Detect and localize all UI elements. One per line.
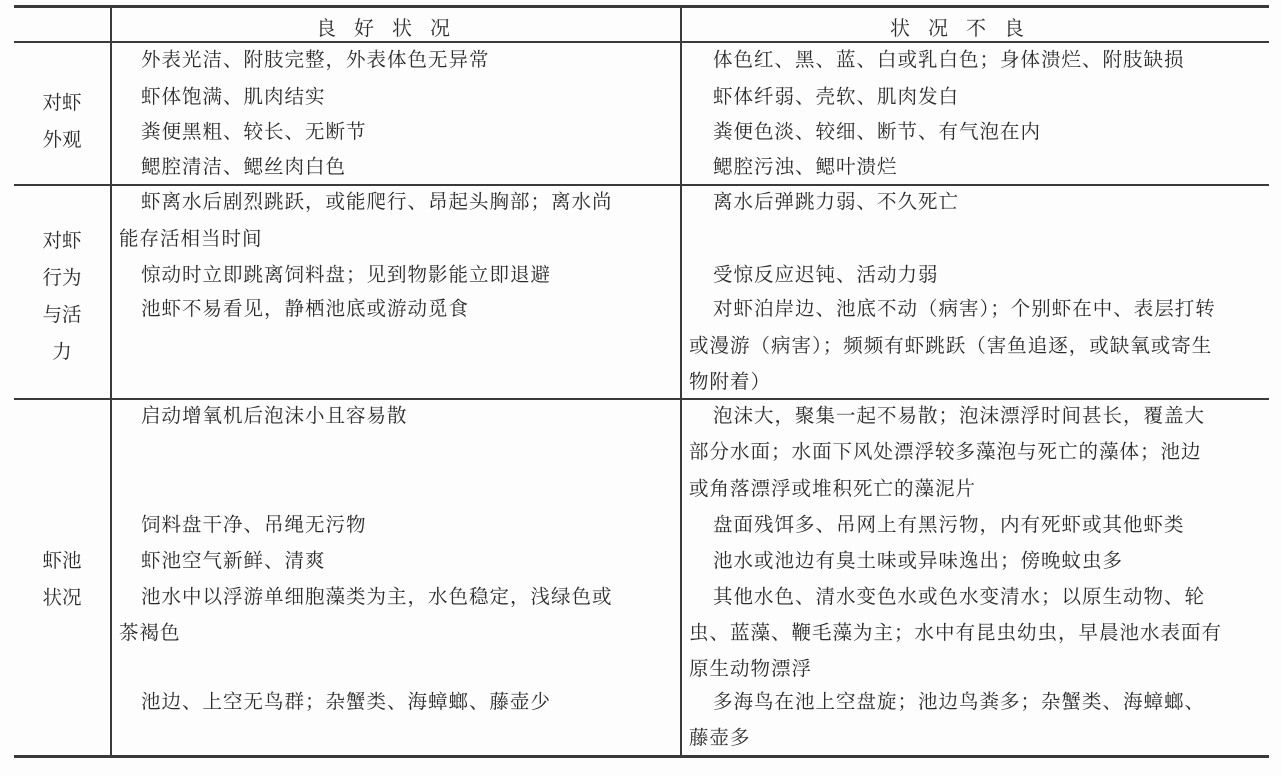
good-item: 启动增氧机后泡沫小且容易散 — [141, 404, 408, 427]
good-item: 虾体饱满、肌肉结实 — [141, 85, 326, 108]
good-item: 池边、上空无鸟群；杂蟹类、海蟑螂、藤壶少 — [141, 690, 552, 713]
good-item: 外表光洁、附肢完整，外表体色无异常 — [141, 48, 490, 71]
good-item: 虾池空气新鲜、清爽 — [141, 549, 326, 572]
header-bad: 状况不良 — [890, 16, 1042, 40]
bad-item: 其他水色、清水变色水或色水变清水；以原生动物、轮 — [713, 585, 1206, 608]
bad-item: 泡沫大，聚集一起不易散；泡沫漂浮时间甚长，覆盖大 — [713, 404, 1206, 427]
good-item: 饲料盘干净、吊绳无污物 — [141, 513, 367, 536]
column-divider — [680, 6, 682, 757]
table-bottom-rule — [14, 755, 1269, 758]
bad-item: 对虾泊岸边、池底不动（病害）；个别虾在中、表层打转 — [713, 297, 1216, 320]
bad-item: 原生动物漂浮 — [689, 657, 813, 680]
category-appearance: 对虾 外观 — [42, 91, 82, 151]
bad-item: 或漫游（病害）；频频有虾跳跃（害鱼追逐，或缺氧或寄生 — [689, 334, 1213, 357]
bad-item: 池水或池边有臭土味或异味逸出；傍晚蚊虫多 — [713, 549, 1124, 572]
good-item: 池虾不易看见，静栖池底或游动觅食 — [141, 297, 470, 320]
row-divider — [14, 184, 1269, 186]
header-rule — [14, 41, 1269, 43]
good-item: 惊动时立即跳离饲料盘；见到物影能立即退避 — [141, 263, 552, 286]
good-item: 池水中以浮游单细胞藻类为主，水色稳定，浅绿色或 — [141, 585, 613, 608]
good-item: 虾离水后剧烈跳跃，或能爬行、昂起头胸部；离水尚 — [141, 190, 613, 213]
header-good: 良好状况 — [316, 16, 468, 40]
category-behavior: 对虾 行为 与活 力 — [42, 229, 82, 363]
good-item: 茶褐色 — [119, 621, 181, 644]
bad-item: 多海鸟在池上空盘旋；池边鸟粪多；杂蟹类、海蟑螂、 — [713, 690, 1206, 713]
bad-item: 物附着） — [689, 370, 772, 393]
good-item: 粪便黑粗、较长、无断节 — [141, 120, 367, 143]
bad-item: 藤壶多 — [689, 726, 751, 749]
bad-item: 鳃腔污浊、鳃叶溃烂 — [713, 155, 898, 178]
row-divider — [14, 398, 1269, 400]
bad-item: 虫、蓝藻、鞭毛藻为主；水中有昆虫幼虫，早晨池水表面有 — [689, 621, 1223, 644]
table-top-rule — [14, 5, 1269, 8]
bad-item: 离水后弹跳力弱、不久死亡 — [713, 190, 960, 213]
bad-item: 受惊反应迟钝、活动力弱 — [713, 263, 939, 286]
bad-item: 体色红、黑、蓝、白或乳白色；身体溃烂、附肢缺损 — [713, 48, 1185, 71]
good-item: 鳃腔清洁、鳃丝肉白色 — [141, 155, 347, 178]
bad-item: 部分水面；水面下风处漂浮较多藻泡与死亡的藻体；池边 — [689, 440, 1202, 463]
bad-item: 盘面残饵多、吊网上有黑污物，内有死虾或其他虾类 — [713, 513, 1185, 536]
bad-item: 虾体纤弱、壳软、肌肉发白 — [713, 85, 960, 108]
category-pond: 虾池 状况 — [42, 549, 82, 609]
good-item: 能存活相当时间 — [119, 227, 263, 250]
bad-item: 粪便色淡、较细、断节、有气泡在内 — [713, 120, 1042, 143]
bad-item: 或角落漂浮或堆积死亡的藻泥片 — [689, 477, 977, 500]
column-divider — [110, 6, 112, 757]
